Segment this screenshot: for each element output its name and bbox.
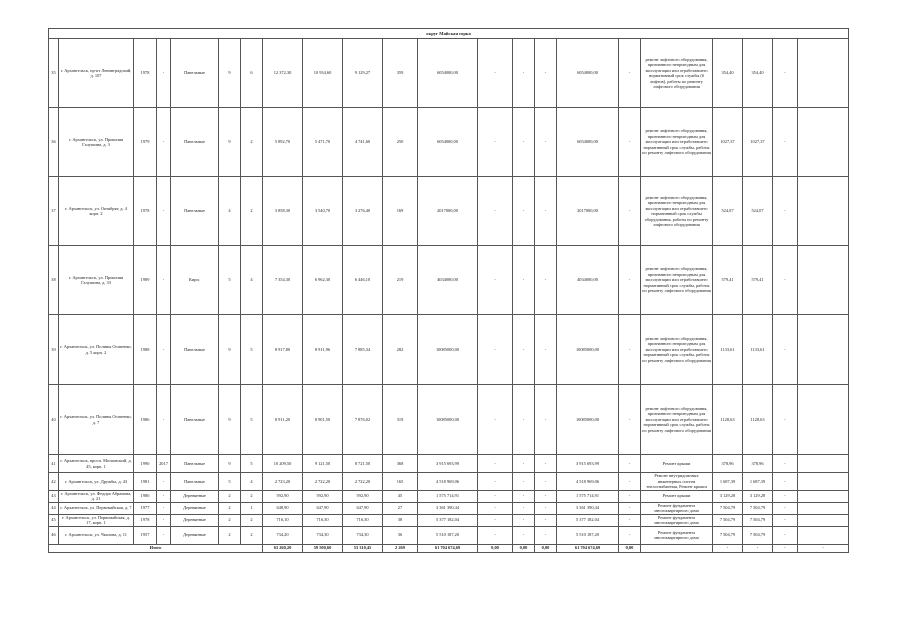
fund-cell-1: - <box>478 385 513 455</box>
wall-material-cell: Панельные <box>171 177 219 246</box>
deadline-sum: - <box>773 544 798 552</box>
cost-total-cell: 10085000,00 <box>418 315 478 385</box>
fund-cell-4: 10085000,00 <box>557 315 619 385</box>
residents-cell: 165 <box>383 473 418 491</box>
fund-cell-1: - <box>478 526 513 544</box>
fund-cell-2: - <box>513 502 535 514</box>
fund-cell-1: - <box>478 514 513 526</box>
fund-cell-3: - <box>535 108 557 177</box>
work-type-cell: Ремонт фундамента многоквартирного дома <box>641 502 713 514</box>
table-row <box>49 514 849 526</box>
cost-total-cell: 1 575 714,91 <box>418 490 478 502</box>
fund-cell-3: - <box>535 385 557 455</box>
fund-cell-4: 2017000,00 <box>557 177 619 246</box>
year-built-cell: 1977 <box>134 502 157 514</box>
deadline-cell: - <box>773 315 798 385</box>
address-cell: г. Архангельск, пр-кт Ленинградский, д. 107 <box>59 39 134 108</box>
living-area-cell: 8 911,96 <box>303 315 343 385</box>
entrances-cell: 4 <box>241 246 263 315</box>
living-area-cell: 592,90 <box>303 490 343 502</box>
extra-cell <box>798 315 849 385</box>
unit-cost-cell: 7 504,79 <box>713 526 743 544</box>
entrances-cell: 2 <box>241 490 263 502</box>
floors-cell: 9 <box>219 315 241 385</box>
commission-cell: 2017 <box>157 455 171 473</box>
total-area-cell: 3 858,30 <box>263 177 303 246</box>
max-cost-cell: 378,96 <box>743 455 773 473</box>
table-row <box>49 246 849 315</box>
owned-area-cell: 647,90 <box>343 502 383 514</box>
extra-cell <box>798 246 849 315</box>
living-area-sum: 59 500,60 <box>303 544 343 552</box>
floors-cell: 5 <box>219 246 241 315</box>
total-area-cell: 592,90 <box>263 490 303 502</box>
living-area-cell: 5 471,70 <box>303 108 343 177</box>
fund-cell-3: - <box>535 514 557 526</box>
work-type-sum <box>641 544 713 552</box>
entrances-cell: 5 <box>241 385 263 455</box>
entrances-cell: 2 <box>241 514 263 526</box>
fund-cell-4: 5 377 182,04 <box>557 514 619 526</box>
unit-cost-sum: - <box>713 544 743 552</box>
fund-cell-4: 3 361 390,44 <box>557 502 619 514</box>
cost-total-cell: 3 915 693,99 <box>418 455 478 473</box>
residents-cell: 359 <box>383 39 418 108</box>
entrances-cell: 5 <box>241 455 263 473</box>
table-row <box>49 455 849 473</box>
max-cost-cell: 7 504,79 <box>743 514 773 526</box>
fund-cell-3: - <box>535 39 557 108</box>
residents-cell: 282 <box>383 315 418 385</box>
residents-cell: 36 <box>383 526 418 544</box>
fund-cell-4: 4034000,00 <box>557 246 619 315</box>
fund-cell-1: - <box>478 108 513 177</box>
wall-material-cell: Панельные <box>171 39 219 108</box>
entrances-cell: 1 <box>241 502 263 514</box>
owned-area-cell: 6 446,10 <box>343 246 383 315</box>
fund-cell-2: - <box>513 177 535 246</box>
total-area-cell: 10 209,50 <box>263 455 303 473</box>
fund-cell-4: 1 575 714,91 <box>557 490 619 502</box>
entrances-cell: 2 <box>241 108 263 177</box>
floors-cell: 4 <box>219 177 241 246</box>
fund-cell-5: - <box>619 385 641 455</box>
floors-cell: 2 <box>219 490 241 502</box>
row-number: 41 <box>49 455 59 473</box>
max-cost-cell: 7 504,79 <box>743 502 773 514</box>
max-cost-sum: - <box>743 544 773 552</box>
extra-cell <box>798 385 849 455</box>
residents-cell: 368 <box>383 455 418 473</box>
deadline-cell: - <box>773 502 798 514</box>
unit-cost-cell: 3 129,28 <box>713 490 743 502</box>
wall-material-cell: Кирп. <box>171 246 219 315</box>
max-cost-cell: 7 504,79 <box>743 526 773 544</box>
cost-total-cell: 6054000,00 <box>418 108 478 177</box>
extra-sum: - <box>798 544 849 552</box>
extra-cell <box>798 473 849 491</box>
extra-cell <box>798 526 849 544</box>
cost-total-cell: 2017000,00 <box>418 177 478 246</box>
commission-cell: - <box>157 246 171 315</box>
residents-sum: 2 269 <box>383 544 418 552</box>
fund-cell-1: - <box>478 502 513 514</box>
residents-cell: 219 <box>383 246 418 315</box>
entrances-cell: 6 <box>241 39 263 108</box>
living-area-cell: 3 540,70 <box>303 177 343 246</box>
work-type-cell: ремонт лифтового оборудования, признанного непригодным для эксплуатации или отработавшего нормативный срок службы оборудования, работы по ремонту лифтового оборудования <box>641 177 713 246</box>
unit-cost-cell: 1128,63 <box>713 385 743 455</box>
fund-cell-2: - <box>513 385 535 455</box>
wall-material-cell: Панельные <box>171 108 219 177</box>
total-area-cell: 648,90 <box>263 502 303 514</box>
wall-material-cell: Деревянные <box>171 514 219 526</box>
work-type-cell: ремонт лифтового оборудования, признанного непригодным для эксплуатации или отработавшего нормативный срок службы, работы по ремонту лифтового оборудования <box>641 315 713 385</box>
row-number: 36 <box>49 108 59 177</box>
cost-total-sum: 61 704 674,69 <box>418 544 478 552</box>
fund-cell-3: - <box>535 246 557 315</box>
fund-cell-2: - <box>513 526 535 544</box>
fund-cell-3: - <box>535 502 557 514</box>
row-number: 37 <box>49 177 59 246</box>
fund-cell-4: 5 510 187,20 <box>557 526 619 544</box>
total-area-cell: 12 372,30 <box>263 39 303 108</box>
wall-material-cell: Панельные <box>171 455 219 473</box>
total-area-sum: 63 260,20 <box>263 544 303 552</box>
fund-cell-1: - <box>478 177 513 246</box>
fund-sum-2: 0,00 <box>513 544 535 552</box>
document-sheet <box>48 28 848 553</box>
max-cost-cell: 579,41 <box>743 246 773 315</box>
unit-cost-cell: 354,40 <box>713 39 743 108</box>
entrances-cell: 5 <box>241 315 263 385</box>
fund-cell-1: - <box>478 39 513 108</box>
fund-cell-5: - <box>619 502 641 514</box>
entrances-cell: 4 <box>241 473 263 491</box>
row-number: 35 <box>49 39 59 108</box>
residents-cell: 38 <box>383 514 418 526</box>
total-area-cell: 8 917,80 <box>263 315 303 385</box>
entrances-cell: 2 <box>241 526 263 544</box>
living-area-cell: 10 934,60 <box>303 39 343 108</box>
fund-cell-2: - <box>513 455 535 473</box>
row-number: 46 <box>49 526 59 544</box>
address-cell: г. Архангельск, ул. Полины Осипенко, д. 5 корп. 2 <box>59 315 134 385</box>
row-number: 44 <box>49 502 59 514</box>
extra-cell <box>798 108 849 177</box>
unit-cost-cell: 524,07 <box>713 177 743 246</box>
living-area-cell: 647,90 <box>303 502 343 514</box>
total-area-cell: 716,10 <box>263 514 303 526</box>
row-number: 45 <box>49 514 59 526</box>
deadline-cell: - <box>773 473 798 491</box>
residents-cell: 45 <box>383 490 418 502</box>
wall-material-cell: Деревянные <box>171 526 219 544</box>
unit-cost-cell: 7 504,79 <box>713 514 743 526</box>
year-built-cell: 1978 <box>134 39 157 108</box>
address-cell: г. Архангельск, ул. Прокопия Галушина, д. 33 <box>59 246 134 315</box>
deadline-cell: - <box>773 39 798 108</box>
table-row <box>49 502 849 514</box>
fund-sum-5: 0,00 <box>619 544 641 552</box>
extra-cell <box>798 490 849 502</box>
entrances-cell: 2 <box>241 177 263 246</box>
deadline-cell: - <box>773 177 798 246</box>
owned-area-cell: 2 722,20 <box>343 473 383 491</box>
wall-material-cell: Деревянные <box>171 490 219 502</box>
owned-area-cell: 734,30 <box>343 526 383 544</box>
total-area-cell: 5 892,70 <box>263 108 303 177</box>
floors-cell: 2 <box>219 526 241 544</box>
wall-material-cell: Панельные <box>171 385 219 455</box>
max-cost-cell: 1128,63 <box>743 385 773 455</box>
deadline-cell: - <box>773 526 798 544</box>
fund-cell-5: - <box>619 455 641 473</box>
fund-cell-2: - <box>513 473 535 491</box>
fund-sum-4: 61 704 674,69 <box>557 544 619 552</box>
work-type-cell: ремонт лифтового оборудования, признанного непригодным для эксплуатации или отработавшего нормативный срок службы (6 лифтов), работы по ремонту лифтового оборудования <box>641 39 713 108</box>
fund-cell-1: - <box>478 490 513 502</box>
address-cell: г. Архангельск, ул. Полины Осипенко, д. 7 <box>59 385 134 455</box>
floors-cell: 2 <box>219 502 241 514</box>
owned-area-cell: 716,30 <box>343 514 383 526</box>
cost-total-cell: 10085000,00 <box>418 385 478 455</box>
residents-cell: 250 <box>383 108 418 177</box>
max-cost-cell: 354,40 <box>743 39 773 108</box>
unit-cost-cell: 378,96 <box>713 455 743 473</box>
address-cell: г. Архангельск, ул. Первомайская, д. 7 <box>59 502 134 514</box>
fund-cell-2: - <box>513 39 535 108</box>
cost-total-cell: 3 361 390,44 <box>418 502 478 514</box>
cost-total-cell: 5 377 182,04 <box>418 514 478 526</box>
cost-total-cell: 4034000,00 <box>418 246 478 315</box>
fund-sum-1: 0,00 <box>478 544 513 552</box>
table-row <box>49 385 849 455</box>
deadline-cell: - <box>773 385 798 455</box>
deadline-cell: - <box>773 490 798 502</box>
floors-cell: 9 <box>219 455 241 473</box>
work-type-cell: Ремонт внутридомовых инженерных систем теплоснабжения, Ремонт крыши <box>641 473 713 491</box>
extra-cell <box>798 455 849 473</box>
address-cell: г. Архангельск, ул. Октябрят, д. 4 корп. 2 <box>59 177 134 246</box>
total-area-cell: 7 354,30 <box>263 246 303 315</box>
address-cell: г. Архангельск, ул. Дружбы, д. 43 <box>59 473 134 491</box>
fund-cell-1: - <box>478 455 513 473</box>
region-header-row <box>49 29 849 39</box>
total-label: Итого <box>49 544 263 552</box>
fund-cell-3: - <box>535 315 557 385</box>
owned-area-cell: 4 741,60 <box>343 108 383 177</box>
region-title: округ Майская горка <box>49 29 849 39</box>
fund-cell-5: - <box>619 177 641 246</box>
work-type-cell: ремонт лифтового оборудования, признанного непригодным для эксплуатации или отработавшего нормативный срок службы, работы по ремонту лифтового оборудования <box>641 108 713 177</box>
total-area-cell: 2 723,20 <box>263 473 303 491</box>
unit-cost-cell: 7 504,79 <box>713 502 743 514</box>
extra-cell <box>798 502 849 514</box>
year-built-cell: 1989 <box>134 246 157 315</box>
cost-total-cell: 4 518 969,06 <box>418 473 478 491</box>
living-area-cell: 6 962,30 <box>303 246 343 315</box>
unit-cost-cell: 1133,61 <box>713 315 743 385</box>
fund-cell-1: - <box>478 473 513 491</box>
year-built-cell: 1957 <box>134 526 157 544</box>
work-type-cell: ремонт лифтового оборудования, признанного непригодным для эксплуатации или отработавшего нормативный срок службы, работы по ремонту лифтового оборудования <box>641 385 713 455</box>
deadline-cell: - <box>773 514 798 526</box>
fund-sum-3: 0,00 <box>535 544 557 552</box>
fund-cell-4: 6054000,00 <box>557 108 619 177</box>
wall-material-cell: Панельные <box>171 315 219 385</box>
address-cell: г. Архангельск, ул. Федора Абрамова, д. 21 <box>59 490 134 502</box>
living-area-cell: 9 121,50 <box>303 455 343 473</box>
commission-cell: - <box>157 514 171 526</box>
year-built-cell: 1986 <box>134 385 157 455</box>
floors-cell: 9 <box>219 39 241 108</box>
table-row <box>49 177 849 246</box>
fund-cell-2: - <box>513 315 535 385</box>
max-cost-cell: 524,07 <box>743 177 773 246</box>
fund-cell-3: - <box>535 177 557 246</box>
extra-cell <box>798 514 849 526</box>
year-built-cell: 1978 <box>134 514 157 526</box>
commission-cell: - <box>157 490 171 502</box>
fund-cell-5: - <box>619 315 641 385</box>
living-area-cell: 2 722,20 <box>303 473 343 491</box>
fund-cell-5: - <box>619 246 641 315</box>
table-row <box>49 526 849 544</box>
deadline-cell: - <box>773 246 798 315</box>
capital-repair-table <box>48 28 849 553</box>
floors-cell: 5 <box>219 473 241 491</box>
fund-cell-4: 4 518 969,06 <box>557 473 619 491</box>
address-cell: г. Архангельск, ул. Чкалова, д. 11 <box>59 526 134 544</box>
table-row <box>49 108 849 177</box>
cost-total-cell: 6054000,00 <box>418 39 478 108</box>
owned-area-cell: 9 129,27 <box>343 39 383 108</box>
owned-area-cell: 8 721,50 <box>343 455 383 473</box>
fund-cell-3: - <box>535 490 557 502</box>
year-built-cell: 1980 <box>134 490 157 502</box>
commission-cell: - <box>157 177 171 246</box>
row-number: 39 <box>49 315 59 385</box>
residents-cell: 319 <box>383 385 418 455</box>
floors-cell: 9 <box>219 385 241 455</box>
year-built-cell: 1981 <box>134 473 157 491</box>
row-number: 43 <box>49 490 59 502</box>
work-type-cell: Ремонт крыши <box>641 455 713 473</box>
table-row <box>49 473 849 491</box>
extra-cell <box>798 177 849 246</box>
fund-cell-1: - <box>478 315 513 385</box>
table-row <box>49 490 849 502</box>
unit-cost-cell: 1 687,39 <box>713 473 743 491</box>
row-number: 42 <box>49 473 59 491</box>
floors-cell: 2 <box>219 514 241 526</box>
commission-cell: - <box>157 39 171 108</box>
living-area-cell: 716,30 <box>303 514 343 526</box>
owned-area-cell: 7 885,34 <box>343 315 383 385</box>
fund-cell-3: - <box>535 526 557 544</box>
year-built-cell: 1988 <box>134 315 157 385</box>
fund-cell-2: - <box>513 490 535 502</box>
address-cell: г. Архангельск, ул. Первомайская, д. 17, корп. 1 <box>59 514 134 526</box>
unit-cost-cell: 1027,37 <box>713 108 743 177</box>
fund-cell-1: - <box>478 246 513 315</box>
deadline-cell: - <box>773 455 798 473</box>
owned-area-cell: 3 276,40 <box>343 177 383 246</box>
row-number: 40 <box>49 385 59 455</box>
table-row <box>49 315 849 385</box>
year-built-cell: 1979 <box>134 108 157 177</box>
commission-cell: - <box>157 108 171 177</box>
fund-cell-3: - <box>535 455 557 473</box>
work-type-cell: ремонт лифтового оборудования, признанного непригодным для эксплуатации или отработавшего нормативный срок службы, работы по ремонту лифтового оборудования <box>641 246 713 315</box>
fund-cell-2: - <box>513 514 535 526</box>
extra-cell <box>798 39 849 108</box>
fund-cell-5: - <box>619 514 641 526</box>
fund-cell-5: - <box>619 108 641 177</box>
owned-area-cell: 7 876,02 <box>343 385 383 455</box>
commission-cell: - <box>157 315 171 385</box>
residents-cell: 27 <box>383 502 418 514</box>
commission-cell: - <box>157 473 171 491</box>
fund-cell-5: - <box>619 490 641 502</box>
fund-cell-2: - <box>513 246 535 315</box>
unit-cost-cell: 579,41 <box>713 246 743 315</box>
wall-material-cell: Деревянные <box>171 502 219 514</box>
work-type-cell: Ремонт крыши <box>641 490 713 502</box>
address-cell: г. Архангельск, просп. Московский, д. 45, корп. 1 <box>59 455 134 473</box>
owned-area-cell: 592,90 <box>343 490 383 502</box>
row-number: 38 <box>49 246 59 315</box>
fund-cell-2: - <box>513 108 535 177</box>
max-cost-cell: 1027,37 <box>743 108 773 177</box>
deadline-cell: - <box>773 108 798 177</box>
address-cell: г. Архангельск, ул. Прокопия Галушина, д. 3 <box>59 108 134 177</box>
floors-cell: 9 <box>219 108 241 177</box>
commission-cell: - <box>157 502 171 514</box>
total-row <box>49 544 849 552</box>
total-area-cell: 734,20 <box>263 526 303 544</box>
living-area-cell: 8 901,50 <box>303 385 343 455</box>
commission-cell: - <box>157 526 171 544</box>
fund-cell-5: - <box>619 473 641 491</box>
commission-cell: - <box>157 385 171 455</box>
fund-cell-5: - <box>619 526 641 544</box>
max-cost-cell: 1 687,39 <box>743 473 773 491</box>
max-cost-cell: 1133,61 <box>743 315 773 385</box>
cost-total-cell: 5 510 187,20 <box>418 526 478 544</box>
max-cost-cell: 3 129,28 <box>743 490 773 502</box>
year-built-cell: 1990 <box>134 455 157 473</box>
table-row <box>49 39 849 108</box>
residents-cell: 169 <box>383 177 418 246</box>
living-area-cell: 734,30 <box>303 526 343 544</box>
wall-material-cell: Панельные <box>171 473 219 491</box>
fund-cell-4: 6054000,00 <box>557 39 619 108</box>
fund-cell-4: 10085000,00 <box>557 385 619 455</box>
year-built-cell: 1978 <box>134 177 157 246</box>
work-type-cell: Ремонт фундамента многоквартирного дома <box>641 514 713 526</box>
work-type-cell: Ремонт фундамента многоквартирного дома <box>641 526 713 544</box>
owned-area-sum: 53 310,45 <box>343 544 383 552</box>
total-area-cell: 8 911,20 <box>263 385 303 455</box>
fund-cell-3: - <box>535 473 557 491</box>
fund-cell-4: 3 915 693,99 <box>557 455 619 473</box>
fund-cell-5: - <box>619 39 641 108</box>
